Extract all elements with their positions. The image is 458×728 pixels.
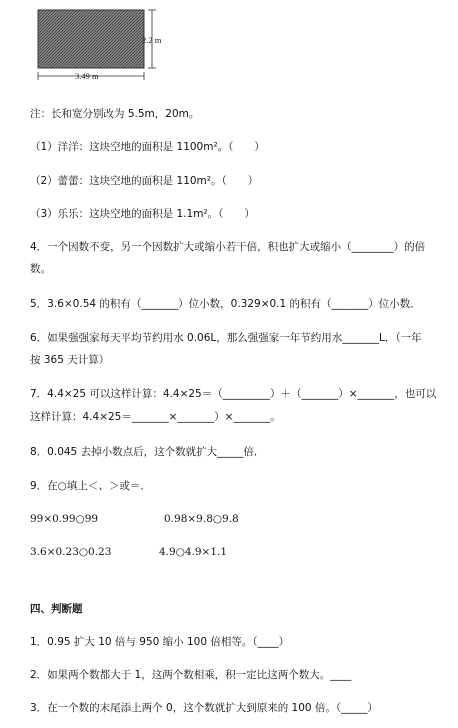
note-text: 注：长和宽分别改为 5.5m，20m。 [30, 108, 200, 120]
question-9: 9．在○填上＜、＞或＝． [30, 480, 151, 492]
sub-item-1: （1）洋洋：这块空地的面积是 1100m²。（ ） [30, 141, 265, 153]
question-6-line2: 按 365 天计算） [30, 354, 110, 366]
compare-item-2: 0.98×9.8○9.8 [164, 513, 239, 525]
height-label: 2.2 m [142, 35, 162, 45]
question-5: 5．3.6×0.54 的积有（_______）位小数，0.329×0.1 的积有（_______）位小数． [30, 298, 421, 310]
section-4-title: 四、判断题 [30, 603, 83, 615]
sub-item-3: （3）乐乐：这块空地的面积是 1.1m²。（ ） [30, 208, 255, 220]
question-4-line2: 数。 [30, 263, 51, 275]
question-8: 8．0.045 去掉小数点后，这个数就扩大_____倍． [30, 446, 265, 458]
rectangle-figure [30, 6, 190, 82]
judge-item-3: 3．在一个数的末尾添上两个 0，这个数就扩大到原来的 100 倍。（_____） [30, 702, 378, 714]
question-4-line1: 4．一个因数不变，另一个因数扩大或缩小若干倍，积也扩大或缩小（________）的倍 [30, 241, 426, 253]
compare-item-3: 3.6×0.23○0.23 [30, 546, 112, 558]
judge-item-2: 2．如果两个数都大于 1，这两个数相乘，积一定比这两个数大。____ [30, 669, 352, 681]
compare-item-4: 4.9○4.9×1.1 [159, 546, 228, 558]
question-6-line1: 6．如果强强家每天平均节约用水 0.06L，那么强强家一年节约用水_______L．（一年 [30, 332, 422, 344]
judge-item-1: 1．0.95 扩大 10 倍与 950 缩小 100 倍相等。（____） [30, 636, 290, 648]
hatched-rectangle [38, 10, 144, 68]
compare-item-1: 99×0.99○99 [30, 513, 99, 525]
sub-item-2: （2）蕾蕾：这块空地的面积是 110m²。（ ） [30, 175, 259, 187]
question-7-line1: 7．4.4×25 可以这样计算：4.4×25＝（_________）＋（_______）×_______，也可以 [30, 388, 437, 400]
question-7-line2: 这样计算：4.4×25＝_______×_______）×_______。 [30, 411, 281, 423]
width-label: 3.49 m [75, 71, 99, 81]
